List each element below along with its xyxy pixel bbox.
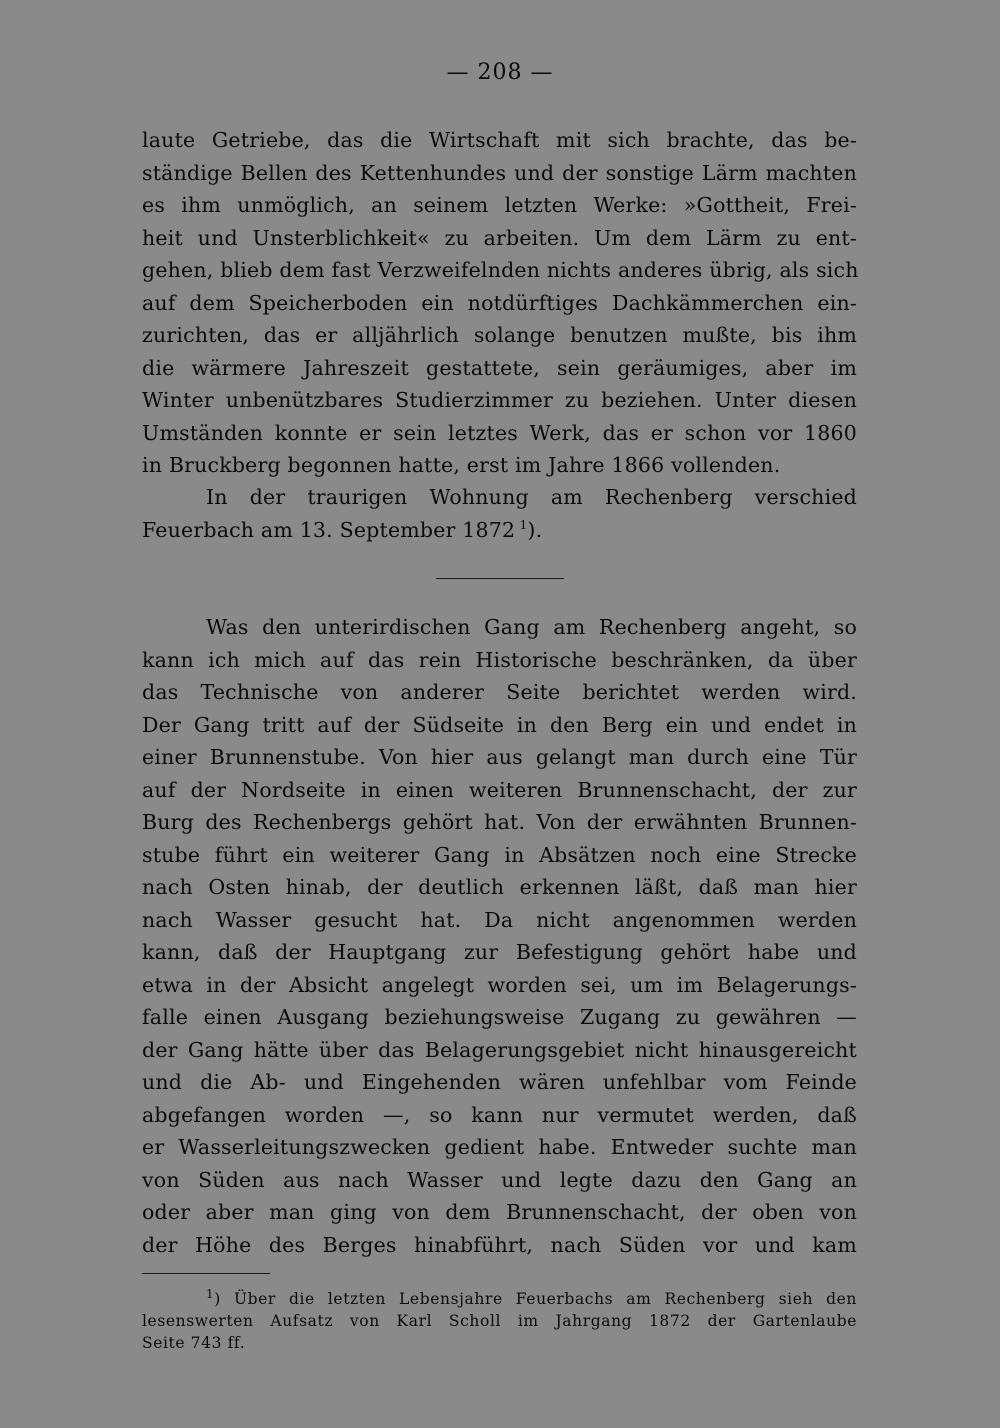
text-line-end: ). <box>527 517 543 542</box>
text-line: das Technische von anderer Seite berichtet werden wird. <box>142 680 857 704</box>
text-line: kann, daß der Hauptgang zur Befestigung gehört habe und <box>142 940 857 964</box>
text-line: von Süden aus nach Wasser und legte dazu den Gang an <box>142 1167 857 1192</box>
paragraph-feuerbach-last-work <box>142 124 857 482</box>
text-line: etwa in der Absicht angelegt worden sei, um im Belagerungs- <box>142 972 857 997</box>
text-line: Was den unterirdischen Gang am Rechenberg angeht, so <box>206 615 857 639</box>
text-line: einer Brunnenstube. Von hier aus gelangt man durch eine Tür <box>142 745 857 769</box>
text-line: auf der Nordseite in einen weiteren Brunnenschacht, der zur <box>142 777 857 802</box>
text-line: oder aber man ging von dem Brunnenschacht, der oben von <box>142 1200 857 1224</box>
section-separator-rule <box>436 578 564 579</box>
text-line: auf dem Speicherboden ein notdürftiges Dachkämmerchen ein- <box>142 290 857 315</box>
text-line: laute Getriebe, das die Wirtschaft mit sich brachte, das be- <box>142 128 857 152</box>
text-line: nach Wasser gesucht hat. Da nicht angenommen werden <box>142 907 857 932</box>
text-line: nach Osten hinab, der deutlich erkennen läßt, daß man hier <box>142 875 857 899</box>
text-line: falle einen Ausgang beziehungsweise Zugang zu gewähren — <box>142 1005 857 1029</box>
text-line: und die Ab- und Eingehenden wären unfehlbar vom Feinde <box>142 1070 857 1094</box>
text-line: die wärmere Jahreszeit gestattete, sein geräumiges, aber im <box>142 355 857 380</box>
text-line: der Gang hätte über das Belagerungsgebiet nicht hinausgereicht <box>142 1037 857 1062</box>
text-line: Umständen konnte er sein letztes Werk, das er schon vor 1860 <box>142 420 857 445</box>
text-line: kann ich mich auf das rein Historische beschränken, da über <box>142 647 857 672</box>
text-line: heit und Unsterblichkeit« zu arbeiten. Um dem Lärm zu ent- <box>142 225 857 250</box>
footnote-rule <box>142 1273 270 1274</box>
text-line <box>142 514 857 547</box>
text-line: Winter unbenützbares Studierzimmer zu beziehen. Unter diesen <box>142 388 857 412</box>
text-line: es ihm unmöglich, an seinem letzten Werke: »Gottheit, Frei- <box>142 193 857 217</box>
text-line: abgefangen worden —, so kann nur vermutet werden, daß <box>142 1102 857 1127</box>
text-line: gehen, blieb dem fast Verzweifelnden nichts anderes übrig, als sich <box>142 258 859 282</box>
footnote-line <box>142 1288 857 1310</box>
text-line: zurichten, das er alljährlich solange benutzen mußte, bis ihm <box>142 323 857 347</box>
paragraph-underground-passage <box>142 611 857 1261</box>
text-line: Der Gang tritt auf der Südseite in den Berg ein und endet in <box>142 712 857 737</box>
text-line: er Wasserleitungszwecken gedient habe. Entweder suchte man <box>142 1135 857 1159</box>
paragraph-feuerbach-death <box>142 481 857 546</box>
text-line-content: Feuerbach am 13. September 1872 <box>142 517 516 542</box>
text-line: der Höhe des Berges hinabführt, nach Süden vor und kam <box>142 1232 857 1257</box>
footnote-line: Seite 743 ff. <box>142 1334 246 1352</box>
text-line: ständige Bellen des Kettenhundes und der sonstige Lärm machten <box>142 160 857 185</box>
footnote-line-text: ) Über die letzten Lebensjahre Feuerbachs am Rechenberg sieh den <box>214 1290 857 1308</box>
page-number: — 208 — <box>446 60 554 85</box>
text-line: stube führt ein weiterer Gang in Absätzen noch eine Strecke <box>142 842 857 867</box>
footnote-reference: 1 <box>519 517 528 532</box>
text-line: Burg des Rechenbergs gehört hat. Von der erwähnten Brunnen- <box>142 810 857 834</box>
footnote-marker: 1 <box>206 1286 215 1301</box>
footnote <box>142 1288 857 1354</box>
footnote-line: lesenswerten Aufsatz von Karl Scholl im Jahrgang 1872 der Gartenlaube <box>142 1312 857 1330</box>
text-line: in Bruckberg begonnen hatte, erst im Jahre 1866 vollenden. <box>142 453 781 477</box>
text-line: In der traurigen Wohnung am Rechenberg verschied <box>206 485 857 509</box>
